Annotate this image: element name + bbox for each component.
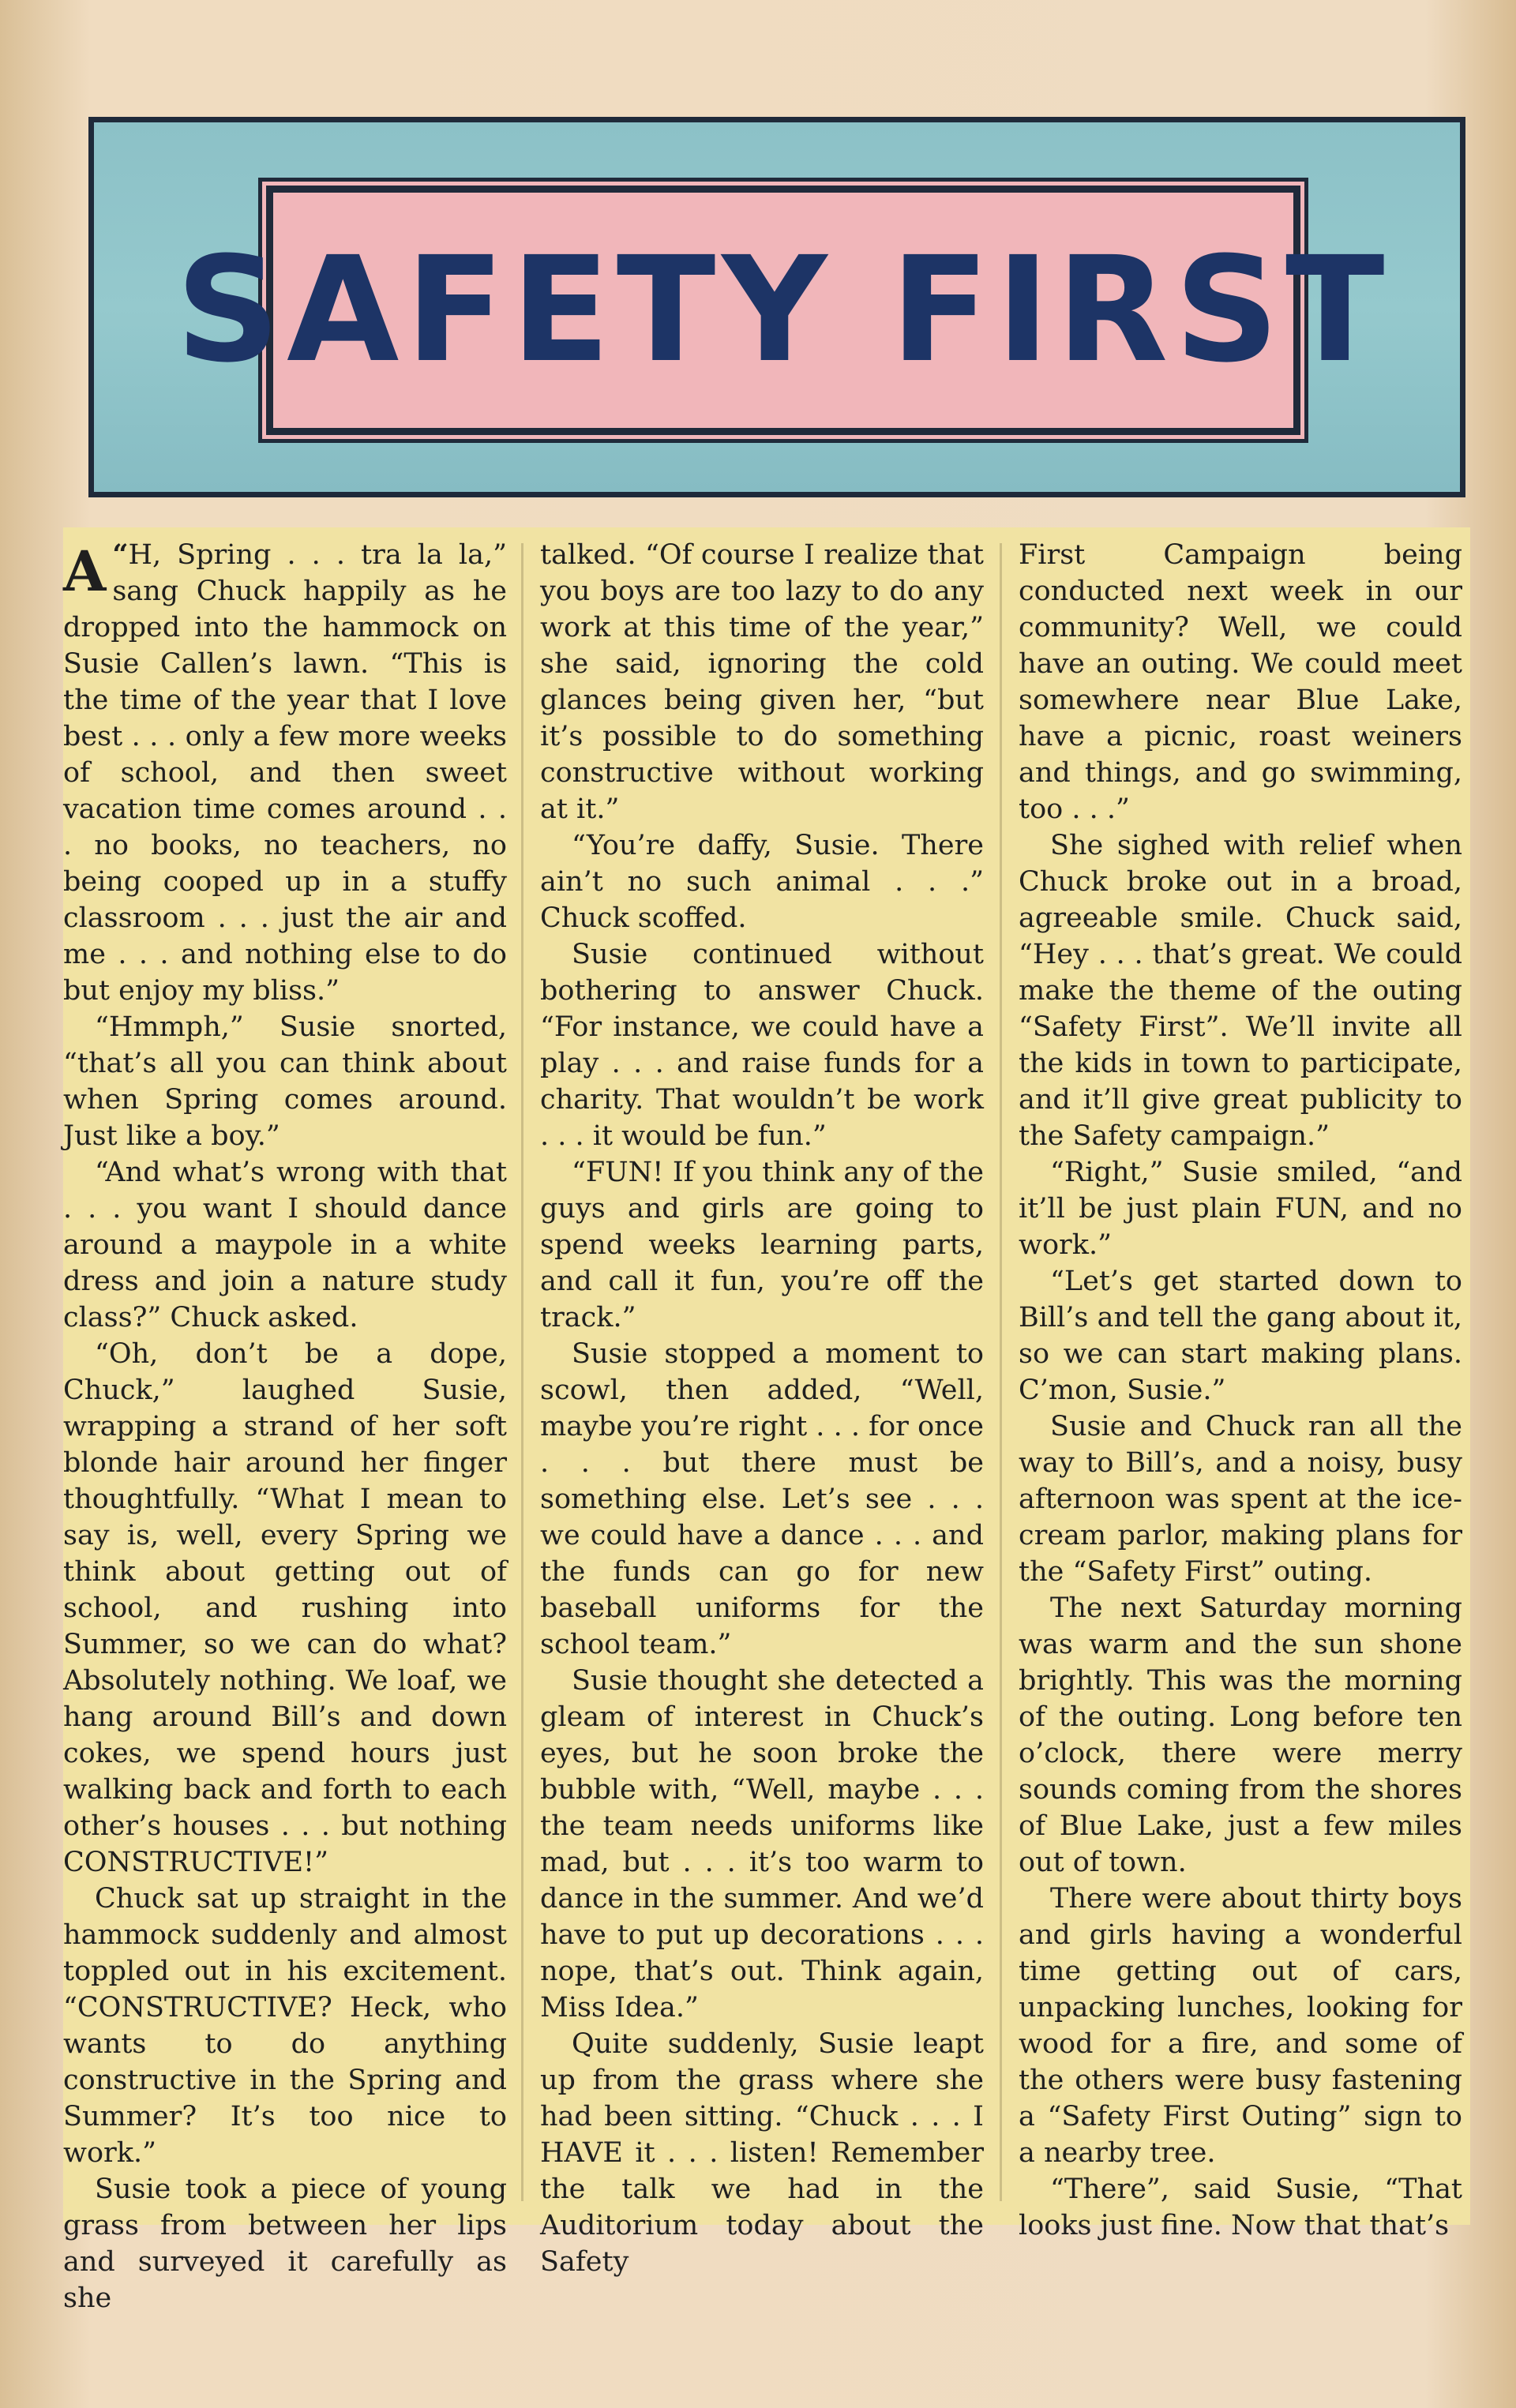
text-column-2	[540, 537, 984, 2280]
paragraph: “You’re daffy, Susie. There ain’t no such animal . . .” Chuck scoffed.	[540, 830, 984, 934]
opening-paragraph	[63, 537, 507, 1009]
paragraph: Susie thought she detected a gleam of interest in Chuck’s eyes, but he soon broke the bubble with, “Well, maybe . . . the team needs uniforms like mad, but . . . it’s too warm to dance in the summer. And we’d have to put up decorations . . . nope, that’s out. Think again, Miss Idea.”	[540, 1665, 984, 2024]
paragraph: Susie and Chuck ran all the way to Bill’s, and a noisy, busy afternoon was spent at the ice-cream parlor, making plans for the “Safety First” outing.	[1019, 1411, 1462, 1588]
story-title: SAFETY FIRST	[175, 226, 1391, 395]
text-column-3	[1019, 537, 1462, 2244]
paragraph: The next Saturday morning was warm and the sun shone brightly. This was the morning of the outing. Long before ten o’clock, there were merry sounds coming from the shores of Blue Lake, just a few miles out of town.	[1019, 1592, 1462, 1878]
paragraph: Susie stopped a moment to scowl, then added, “Well, maybe you’re right . . . for once . . . but there must be something else. Let’s see . . . we could have a dance . . . and the funds can go for new baseball uniforms for the school team.”	[540, 1338, 984, 1660]
paragraph: She sighed with relief when Chuck broke out in a broad, agreeable smile. Chuck said, “Hey . . . that’s great. We could make the theme of the outing “Safety First”. We’ll invite all the kids in town to participate, and it’ll give great publicity to the Safety campaign.”	[1019, 830, 1462, 1152]
paragraph: Chuck sat up straight in the hammock suddenly and almost toppled out in his excitement. “CONSTRUCTIVE? Heck, who wants to do anything constructive in the Spring and Summer? It’s too nice to work.”	[63, 1883, 507, 2169]
title-panel	[88, 117, 1465, 497]
paragraph: Susie took a piece of young grass from between her lips and surveyed it carefully as she	[63, 2174, 507, 2314]
paragraph: “Oh, don’t be a dope, Chuck,” laughed Susie, wrapping a strand of her soft blonde hair around her finger thoughtfully. “What I mean to say is, well, every Spring we think about getting out of school, and rushing into Summer, so we can do what? Absolutely nothing. We loaf, we hang around Bill’s and down cokes, we spend hours just walking back and forth to each other’s houses . . . but nothing CONSTRUCTIVE!”	[63, 1338, 507, 1878]
column-divider	[1000, 543, 1002, 2201]
paragraph: “There”, said Susie, “That looks just fine. Now that that’s	[1019, 2174, 1462, 2241]
column-divider	[521, 543, 523, 2201]
paragraph: “Hmmph,” Susie snorted, “that’s all you can think about when Spring comes around. Just like a boy.”	[63, 1011, 507, 1152]
paragraph: First Campaign being conducted next week in our community? Well, we could have an outing. We could meet somewhere near Blue Lake, have a picnic, roast weiners and things, and go swimming, too . . .”	[1019, 539, 1462, 825]
opening-text: H, Spring . . . tra la la,” sang Chuck happily as he dropped into the hammock on Susie Callen’s lawn. “This is the time of the year that I love best . . . only a few more weeks of school, and then sweet vacation time comes around . . . no books, no teachers, no being cooped up in a stuffy classroom . . . just the air and me . . . and nothing else to do but enjoy my bliss.”	[63, 539, 507, 1007]
paragraph: “And what’s wrong with that . . . you want I should dance around a maypole in a white dress and join a nature study class?” Chuck asked.	[63, 1157, 507, 1333]
opening-quote: “	[112, 538, 129, 571]
paragraph: Quite suddenly, Susie leapt up from the grass where she had been sitting. “Chuck . . . I HAVE it . . . listen! Remember the talk we had in the Auditorium today about the Safety	[540, 2028, 984, 2278]
drop-cap: A	[63, 538, 107, 604]
story-text-area	[63, 527, 1470, 2314]
paragraph: Susie continued without bothering to answer Chuck. “For instance, we could have a play . . . and raise funds for a charity. That wouldn’t be work . . . it would be fun.”	[540, 939, 984, 1152]
title-box	[175, 186, 1391, 435]
paragraph: talked. “Of course I realize that you boys are too lazy to do any work at this time of the year,” she said, ignoring the cold glances being given her, “but it’s possible to do something constructive without working at it.”	[540, 539, 984, 825]
paragraph: “Let’s get started down to Bill’s and tell the gang about it, so we can start making plans. C’mon, Susie.”	[1019, 1266, 1462, 1406]
paragraph: “FUN! If you think any of the guys and girls are going to spend weeks learning parts, and call it fun, you’re off the track.”	[540, 1157, 984, 1333]
text-column-1	[63, 537, 507, 2316]
paragraph: There were about thirty boys and girls having a wonderful time getting out of cars, unpacking lunches, looking for wood for a fire, and some of the others were busy fastening a “Safety First Outing” sign to a nearby tree.	[1019, 1883, 1462, 2169]
paragraph: “Right,” Susie smiled, “and it’ll be just plain FUN, and no work.”	[1019, 1157, 1462, 1261]
